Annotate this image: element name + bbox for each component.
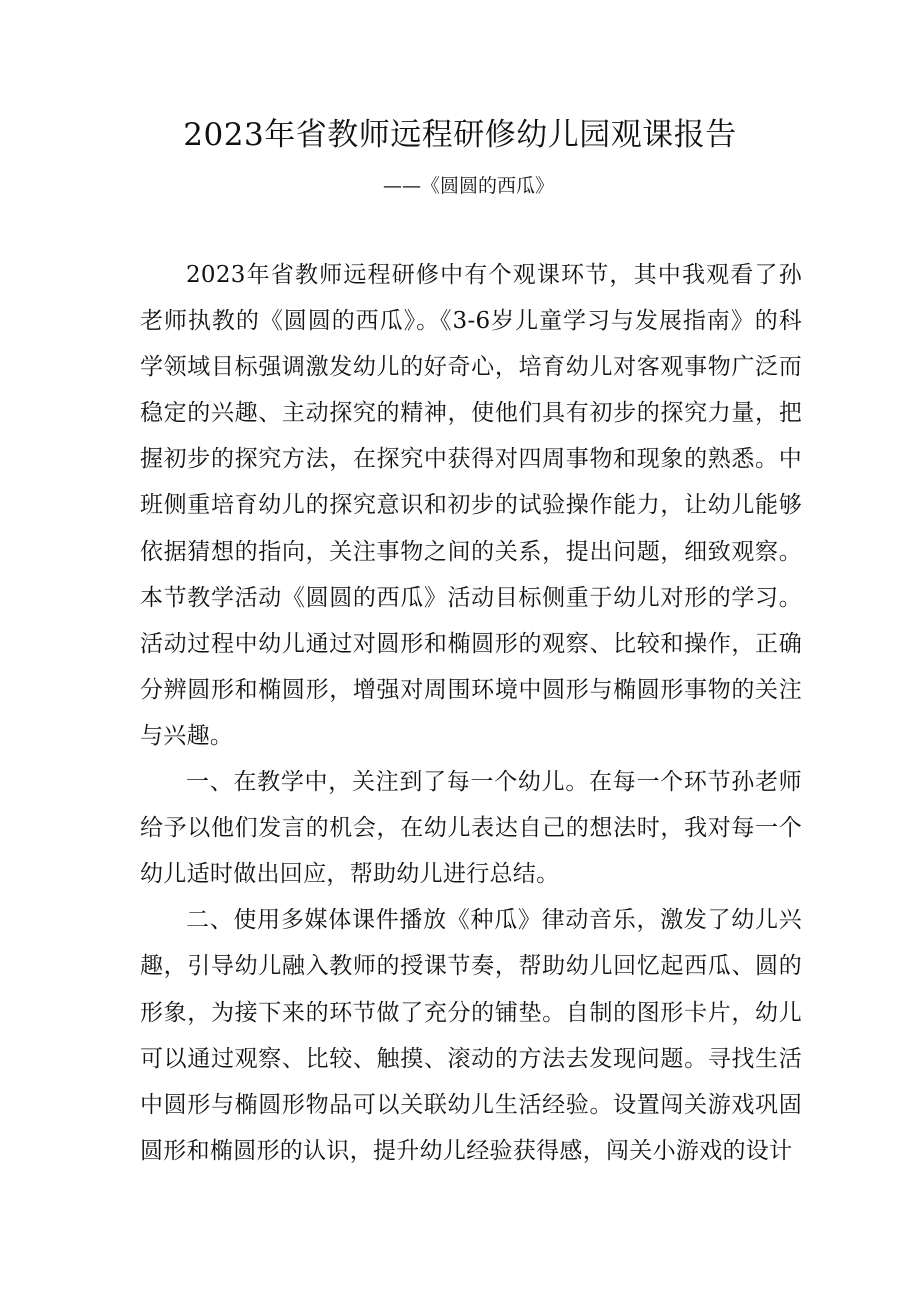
paragraph-intro: 2023年省教师远程研修中有个观课环节，其中我观看了孙老师执教的《圆圆的西瓜》。《3-6岁儿童学习与发展指南》的科学领域目标强调激发幼儿的好奇心，培育幼儿对客观事物广泛而稳定的兴趣、主动探究的精神，使他们具有初步的探究力量，把握初步的探究方法，在探究中获得对四周事物和现象的熟悉。中班侧重培育幼儿的探究意识和初步的试验操作能力，让幼儿能够依据猜想的指向，关注事物之间的关系，提出问题，细致观察。本节教学活动《圆圆的西瓜》活动目标侧重于幼儿对形的学习。活动过程中幼儿通过对圆形和椭圆形的观察、比较和操作，正确分辨圆形和椭圆形，增强对周围环境中圆形与椭圆形事物的关注与兴趣。 <box>140 262 802 749</box>
document-subtitle: ——《圆圆的西瓜》 <box>383 175 555 197</box>
paragraph-point-one: 一、在教学中，关注到了每一个幼儿。在每一个环节孙老师给予以他们发言的机会，在幼儿表达自己的想法时，我对每一个幼儿适时做出回应，帮助幼儿进行总结。 <box>140 769 802 888</box>
document-body <box>140 252 802 1174</box>
paragraph-point-two: 二、使用多媒体课件播放《种瓜》律动音乐，激发了幼儿兴趣，引导幼儿融入教师的授课节奏，帮助幼儿回忆起西瓜、圆的形象，为接下来的环节做了充分的铺垫。自制的图形卡片，幼儿可以通过观察、比较、触摸、滚动的方法去发现问题。寻找生活中圆形与椭圆形物品可以关联幼儿生活经验。设置闯关游戏巩固圆形和椭圆形的认识，提升幼儿经验获得感，闯关小游戏的设计 <box>140 907 802 1164</box>
document-title: 2023年省教师远程研修幼儿园观课报告 <box>183 117 737 153</box>
